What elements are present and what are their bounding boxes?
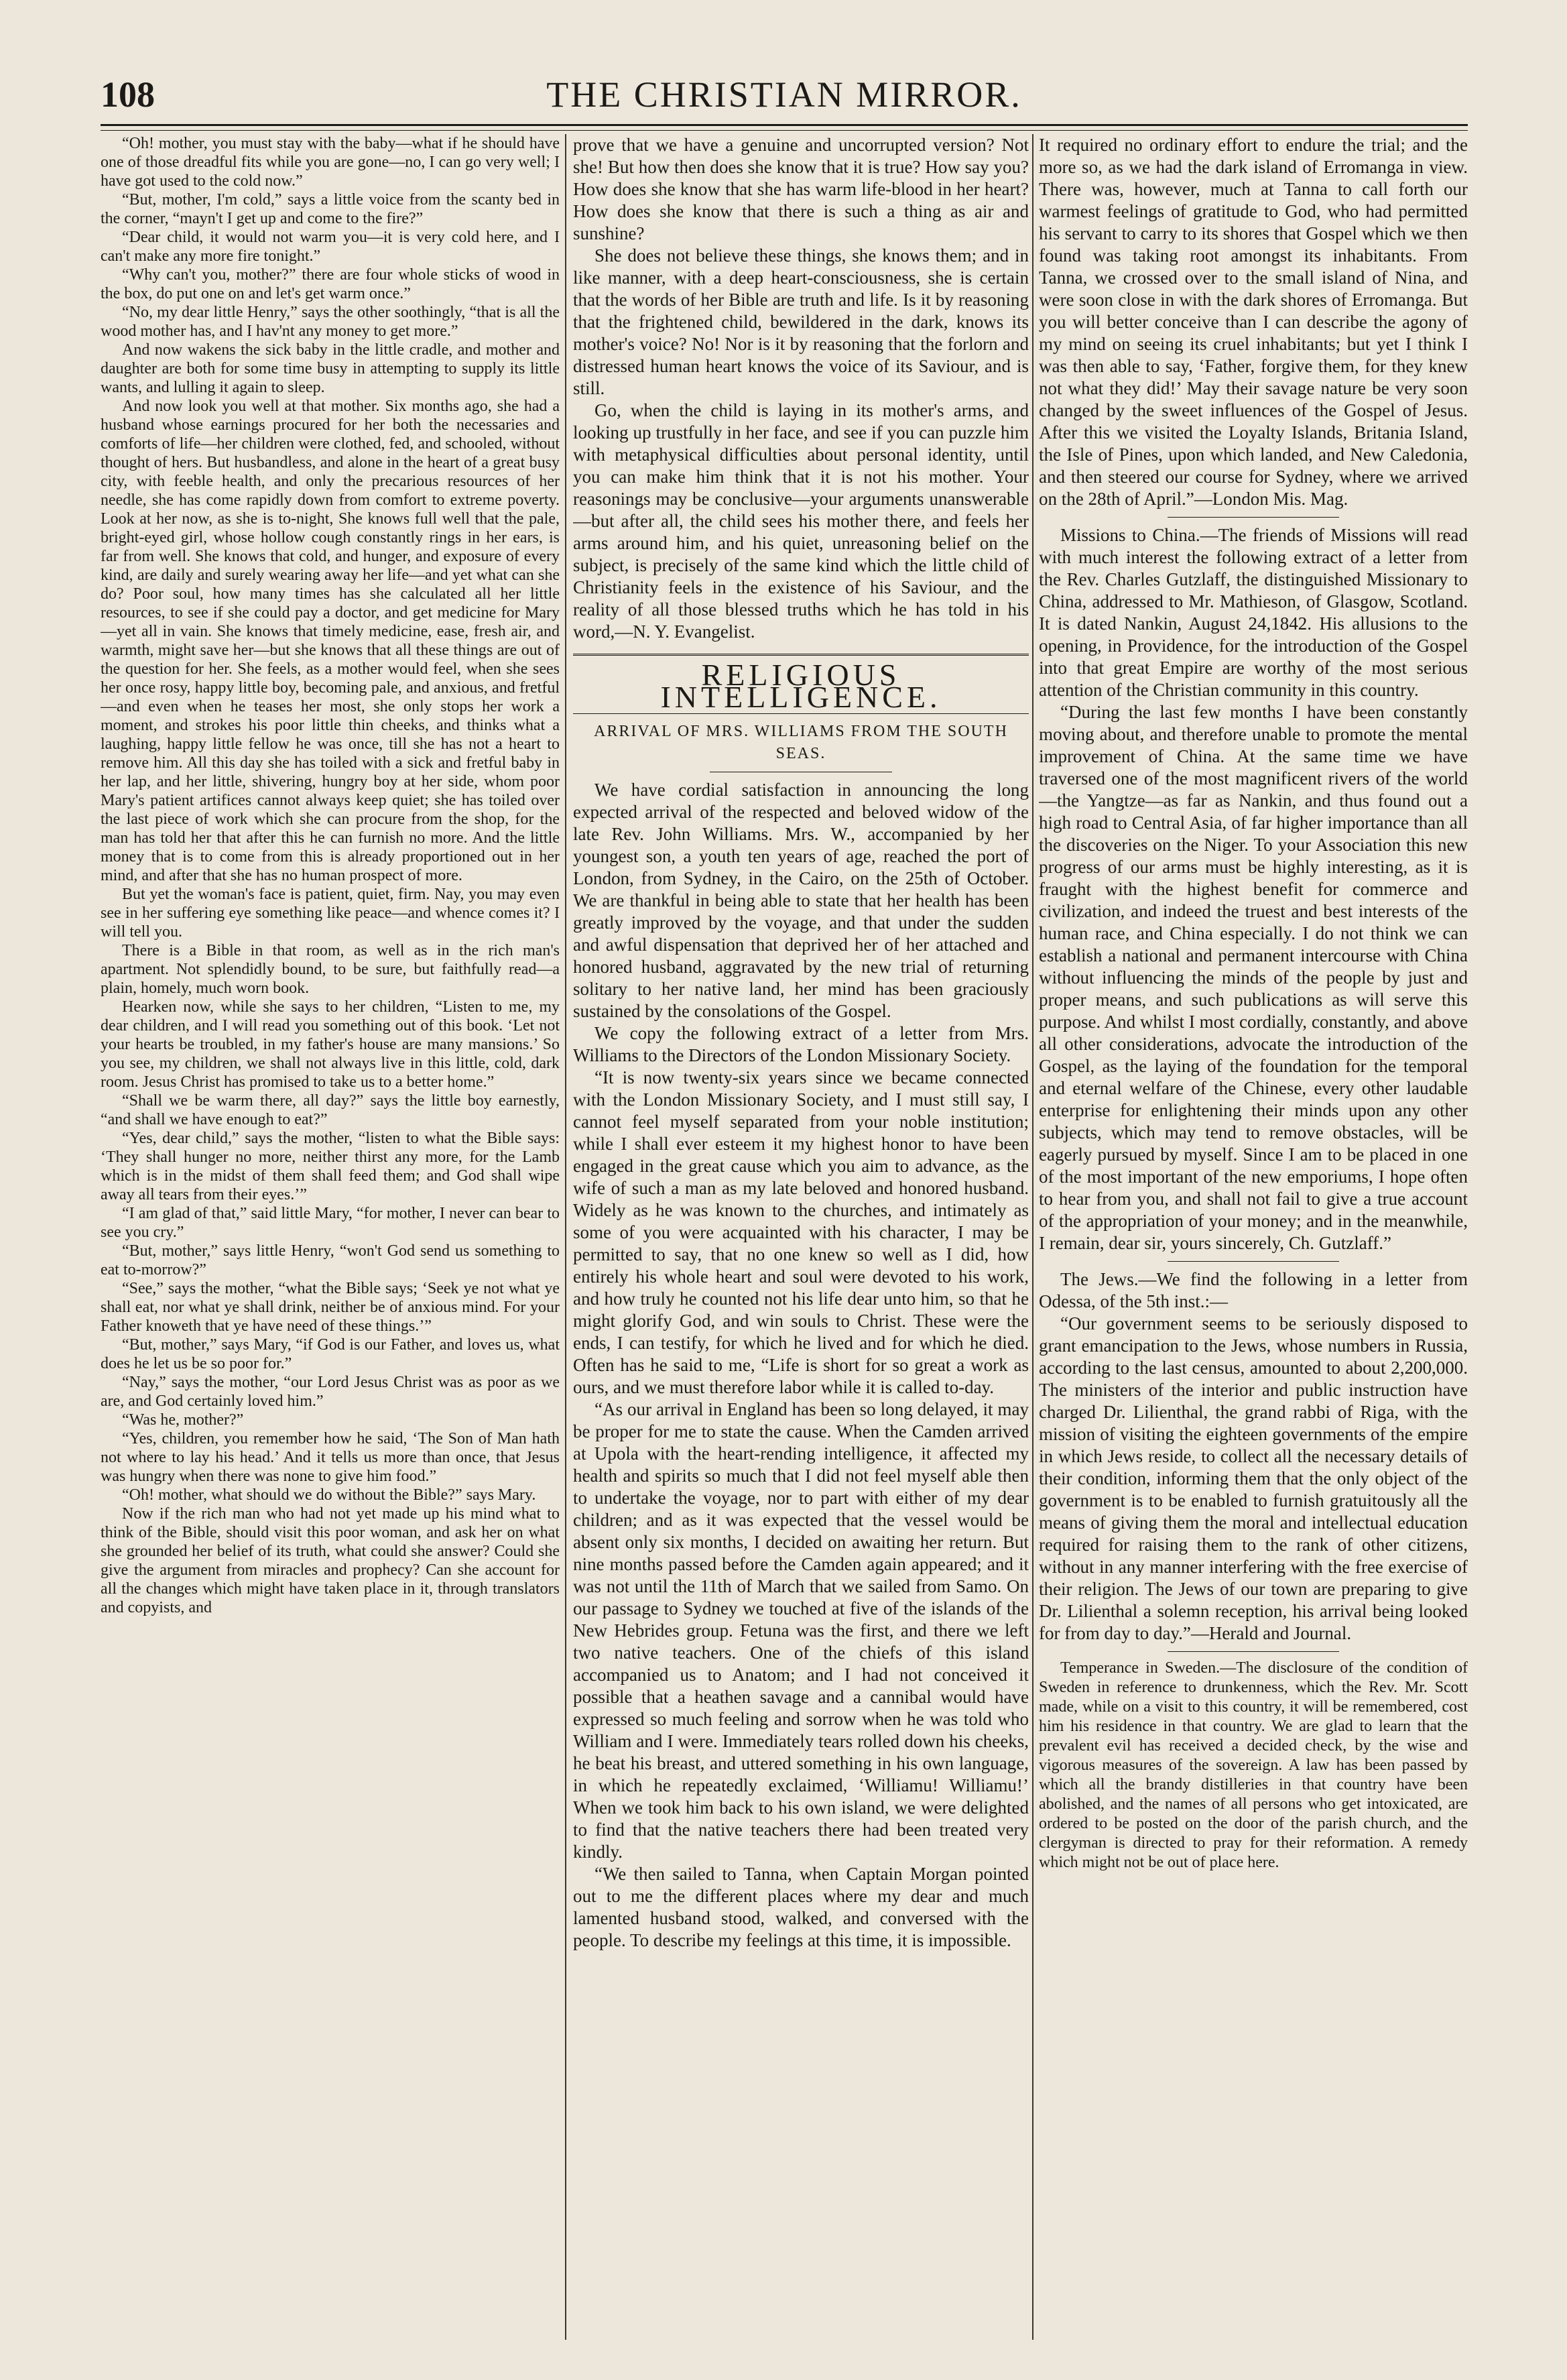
paragraph: “Oh! mother, you must stay with the baby—what if he should have one of those dreadful fits while you are gone—no, I can go very well; I have got used to the cold now.”	[101, 135, 560, 190]
paragraph: “No, my dear little Henry,” says the other soothingly, “that is all the wood mother has, and I hav'nt any money to get more.”	[101, 304, 560, 340]
paragraph: She does not believe these things, she knows them; and in like manner, with a deep heart-consciousness, she is certain that the words of her Bible are truth and life. Is it by reasoning that the frightened child, bewildered in the dark, knows its mother's voice? No! Nor is it by reasoning that the forlorn and distressed human heart knows the voice of its Saviour, and is still.	[573, 245, 1029, 398]
paragraph: Go, when the child is laying in its mother's arms, and looking up trustfully in her face, and see if you can puzzle him with metaphysical difficulties about personal identity, until you can make him think that it is not his mother. Your reasonings may be conclusive—your arguments unanswerable—but after all, the child sees his mother there, and feels her arms around him, and his quiet, unreasoning belief on the subject, is precisely of the same kind which the little child of Christianity feels in the existence of his Saviour, and the reality of all those blessed truths which he has told in his word,—N. Y. Evangelist.	[573, 400, 1029, 642]
paragraph: We copy the following extract of a letter from Mrs. Williams to the Directors of the London Missionary Society.	[573, 1023, 1029, 1065]
paragraph: “But, mother,” says little Henry, “won't God send us something to eat to-morrow?”	[101, 1242, 560, 1278]
paragraph: “Was he, mother?”	[122, 1411, 244, 1429]
column-divider-1	[565, 134, 566, 2340]
paragraph: Hearken now, while she says to her children, “Listen to me, my dear children, and I will read you something out of this book. ‘Let not your hearts be troubled, in my father's house are many mansions.’ So you see, my children, we shall not always live in this little, cold, dark room. Jesus Christ has promised to take us to a better home.”	[101, 998, 560, 1091]
page-header	[101, 67, 1468, 127]
column-3	[1039, 134, 1468, 2340]
column-1	[101, 134, 560, 2340]
paragraph: We have cordial satisfaction in announcing the long expected arrival of the respected and beloved widow of the late Rev. John Williams. Mrs. W., accompanied by her youngest son, a youth ten years of age, reached the port of London, from Sydney, in the Cairo, on the 25th of October. We are thankful in being able to state that her health has been greatly improved by the voyage, and that under the sudden and awful dispensation that deprived her of her attached and honored husband, aggravated by the new trial of returning solitary to her native land, her mind has been graciously sustained by the consolations of the Gospel.	[573, 780, 1029, 1021]
divider	[1168, 1261, 1339, 1262]
paragraph: “We then sailed to Tanna, when Captain Morgan pointed out to me the different places where my dear and much lamented husband stood, walked, and conversed with the people. To describe my feelings at this time, it is impossible.	[573, 1864, 1029, 1950]
paragraph: “Oh! mother, what should we do without the Bible?” says Mary.	[122, 1486, 536, 1504]
paragraph: And now wakens the sick baby in the little cradle, and mother and daughter are both for some time busy in attempting to supply its little wants, and lulling it again to sleep.	[101, 341, 560, 396]
paragraph: And now look you well at that mother. Six months ago, she had a husband whose earnings procured for her both the necessaries and comforts of life—her children were clothed, fed, and schooled, without thought of hers. But husbandless, and alone in the heart of a great busy city, with feeble health, and only the precarious resources of her needle, she has come rapidly down from comfort to extreme poverty. Look at her now, as she is to-night, She knows full well that the pale, bright-eyed girl, whose hollow cough constantly rings in her ears, is far from well. She knows that cold, and hunger, and exposure of every kind, are daily and surely wearing away her life—and yet what can she do? Poor soul, how many times has she calculated all her little resources, to see if she could pay a doctor, and get medicine for Mary—yet all in vain. She knows that timely medicine, ease, fresh air, and warmth, might save her—but she knows that all these things are out of the question for her. She feels, as a mother would feel, when she sees her once rosy, happy little boy, becoming pale, and anxious, and fretful—and even when he teases her most, she only stops her work a moment, and strokes his poor little thin cheeks, and thinks what a laughing, happy little fellow he was once, till she has not a heart to remove him. All this day she has toiled with a sick and fretful baby in her lap, and her little, shivering, hungry boy at her side, whom poor Mary's patient artifices cannot always keep quiet; she has toiled over the last piece of work which she can procure from the shop, for the man has told her that after this he can furnish no more. And the little money that is to come from this is already proportioned out in her mind, and after that she has no human prospect of more.	[101, 398, 560, 884]
paragraph: “Dear child, it would not warm you—it is very cold here, and I can't make any more fire tonight.”	[101, 229, 560, 265]
paragraph: Missions to China.—The friends of Missions will read with much interest the following extract of a letter from the Rev. Charles Gutzlaff, the distinguished Missionary to China, addressed to Mr. Mathieson, of Glasgow, Scotland. It is dated Nankin, August 24,1842. His allusions to the opening, in Providence, for the introduction of the Gospel into that great Empire are worthy of the most serious attention of the Christian community in this country.	[1039, 525, 1468, 700]
paragraph: “During the last few months I have been constantly moving about, and therefore unable to promote the mental improvement of China. At the same time we have traversed one of the most magnificent rivers of the world—the Yangtze—as far as Nankin, and thus found out a high road to Central Asia, of far higher importance than all the discoveries on the Niger. To your Association this new progress of our arms must be highly interesting, as it is fraught with the highest benefit for commerce and civilization, and indeed the truest and best interests of the human race, and China especially. I do not think we can establish a national and permanent intercourse with China without influencing the minds of the people by just and proper means, and such publications as will serve this purpose. And whilst I most cordially, constantly, and above all other considerations, advocate the introduction of the Gospel, as the laying of the foundation for the temporal and eternal welfare of the Chinese, every other laudable enterprise for enlightening their minds upon any other subjects, which may tend to remove obstacles, will be eagerly pursued by myself. Since I am to be placed in one of the most important of the new emporiums, I hope often to hear from you, and shall not fail to give a true account of the appropriation of your money; and in the meanwhile, I remain, dear sir, yours sincerely, Ch. Gutzlaff.”	[1039, 702, 1468, 1253]
paragraph: The Jews.—We find the following in a letter from Odessa, of the 5th inst.:—	[1039, 1269, 1468, 1311]
paragraph: “Shall we be warm there, all day?” says the little boy earnestly, “and shall we have enough to eat?”	[101, 1092, 560, 1128]
paragraph: But yet the woman's face is patient, quiet, firm. Nay, you may even see in her suffering eye something like peace—and whence comes it? I will tell you.	[101, 886, 560, 941]
paragraph: prove that we have a genuine and uncorrupted version? Not she! But how then does she know that it is true? How say you? How does she know that she has warm life-blood in her heart? How does she know that there is such a thing as air and sunshine?	[573, 135, 1029, 243]
divider	[1168, 517, 1339, 518]
paragraph: “I am glad of that,” said little Mary, “for mother, I never can bear to see you cry.”	[101, 1205, 560, 1241]
paragraph: “As our arrival in England has been so long delayed, it may be proper for me to state the cause. When the Camden arrived at Upola with the heart-rending intelligence, it affected my health and spirits so much that I did not feel myself able then to undertake the voyage, nor to part with either of my dear children; and as it was expected that the vessel would be absent only six months, I decided on awaiting her return. But nine months passed before the Camden again appeared; and it was not until the 11th of March that we sailed from Samo. On our passage to Sydney we touched at five of the islands of the New Hebrides group. Fetuna was the first, and there we left two native teachers. One of the chiefs of this island accompanied us to Anatom; and I had not conceived it possible that a heathen savage and a cannibal would have expressed so much feeling and sorrow when he was told who William and I were. Immediately tears rolled down his cheeks, he beat his breast, and uttered something in his own language, in which he repeatedly exclaimed, ‘Williamu! Williamu!’ When we took him back to his own island, we were delighted to find that the native teachers there had been treated very kindly.	[573, 1399, 1029, 1862]
paragraph: Temperance in Sweden.—The disclosure of the condition of Sweden in reference to drunkenness, which the Rev. Mr. Scott made, while on a visit to this country, it will be remembered, cost him his residence in that country. We are glad to learn that the prevalent evil has received a decided check, by the wise and vigorous measures of the sovereign. A law has been passed by which all the brandy distilleries in that country have been abolished, and the names of all persons who get intoxicated, are ordered to be posted on the door of the parish church, and the clergyman is directed to pray for their reformation. A remedy which might not be out of place here.	[1039, 1659, 1468, 1871]
paragraph: “Our government seems to be seriously disposed to grant emancipation to the Jews, whose numbers in Russia, according to the last census, amounted to about 2,200,000. The ministers of the interior and public instruction have charged Dr. Lilienthal, the grand rabbi of Riga, with the mission of visiting the eighteen governments of the empire in which Jews reside, to collect all the necessary details of their condition, informing them that the only object of the government is to be enabled to furnish gratuitously all the means of giving them the moral and intellectual education required for raising them to the rank of other citizens, without in any manner interfering with the free exercise of their religion. The Jews of our town are preparing to give Dr. Lilienthal a solemn reception, his arrival being looked for from day to day.”—Herald and Journal.	[1039, 1313, 1468, 1643]
paragraph: There is a Bible in that room, as well as in the rich man's apartment. Not splendidly bound, to be sure, but faithfully read—a plain, homely, much worn book.	[101, 942, 560, 997]
paragraph: “Why can't you, mother?” there are four whole sticks of wood in the box, do put one on and let's get warm once.”	[101, 266, 560, 302]
running-title: THE CHRISTIAN MIRROR.	[546, 74, 1022, 115]
paragraph: “Yes, children, you remember how he said, ‘The Son of Man hath not where to lay his head.’ And it tells us more than once, that Jesus was hungry when there was none to give him food.”	[101, 1430, 560, 1485]
paragraph: “But, mother,” says Mary, “if God is our Father, and loves us, what does he let us be so poor for.”	[101, 1336, 560, 1372]
paragraph: It required no ordinary effort to endure the trial; and the more so, as we had the dark island of Erromanga in view. There was, however, much at Tanna to call forth our warmest feelings of gratitude to God, who had permitted his servant to carry to its shores that Gospel which we then found was taking root amongst its inhabitants. From Tanna, we crossed over to the small island of Nina, and were soon close in with the dark shores of Erromanga. But you will better conceive than I can describe the agony of my mind on seeing its cruel inhabitants; but yet I think I was then able to say, ‘Father, forgive them, for they knew not what they did!’ May their savage nature be very soon changed by the sweet influences of the Gospel of Jesus. After this we visited the Loyalty Islands, Britania Island, the Isle of Pines, upon which landed, and New Caledonia, and then steered our course for Sydney, where we arrived on the 28th of April.”—London Mis. Mag.	[1039, 135, 1468, 509]
divider	[1168, 1651, 1339, 1652]
paragraph: “See,” says the mother, “what the Bible says; ‘Seek ye not what ye shall eat, nor what ye shall drink, neither be of anxious mind. For your Father knoweth that ye have need of these things.’”	[101, 1280, 560, 1335]
paragraph: “It is now twenty-six years since we became connected with the London Missionary Society, and I must still say, I cannot feel myself separated from your noble institution; while I shall ever esteem it my highest honor to have been engaged in the great cause which you aim to advance, as the wife of such a man as my late beloved and honored husband. Widely as he was known to the churches, and intimately as some of you were acquainted with his character, I may be permitted to say, that no one knew so well as I did, how entirely his whole heart and soul were devoted to his work, and how truly he counted not his life dear unto him, so that he might glorify God, and win souls to Christ. These were the ends, I can testify, for which he lived and for which he died. Often has he said to me, “Life is short for so great a work as ours, and we must therefore labor while it is called to-day.	[573, 1067, 1029, 1397]
paragraph: “Nay,” says the mother, “our Lord Jesus Christ was as poor as we are, and God certainly loved him.”	[101, 1374, 560, 1410]
page-number: 108	[101, 74, 155, 115]
paragraph: Now if the rich man who had not yet made up his mind what to think of the Bible, should visit this poor woman, and ask her on what she grounded her belief of its truth, what could she answer? Could she give the argument from miracles and prophecy? Can she account for all the changes which might have taken place in it, through translators and copyists, and	[101, 1505, 560, 1616]
section-title: RELIGIOUS INTELLIGENCE.	[573, 654, 1029, 714]
column-2	[573, 134, 1029, 2340]
header-rule	[101, 124, 1468, 131]
paragraph: “But, mother, I'm cold,” says a little voice from the scanty bed in the corner, “mayn't I get up and come to the fire?”	[101, 191, 560, 227]
paragraph: “Yes, dear child,” says the mother, “listen to what the Bible says: ‘They shall hunger no more, neither thirst any more, for the Lamb which is in the midst of them shall feed them; and God shall wipe away all tears from their eyes.’”	[101, 1130, 560, 1203]
article-title: ARRIVAL OF MRS. WILLIAMS FROM THE SOUTH SEAS.	[594, 723, 1008, 762]
column-divider-2	[1032, 134, 1033, 2340]
